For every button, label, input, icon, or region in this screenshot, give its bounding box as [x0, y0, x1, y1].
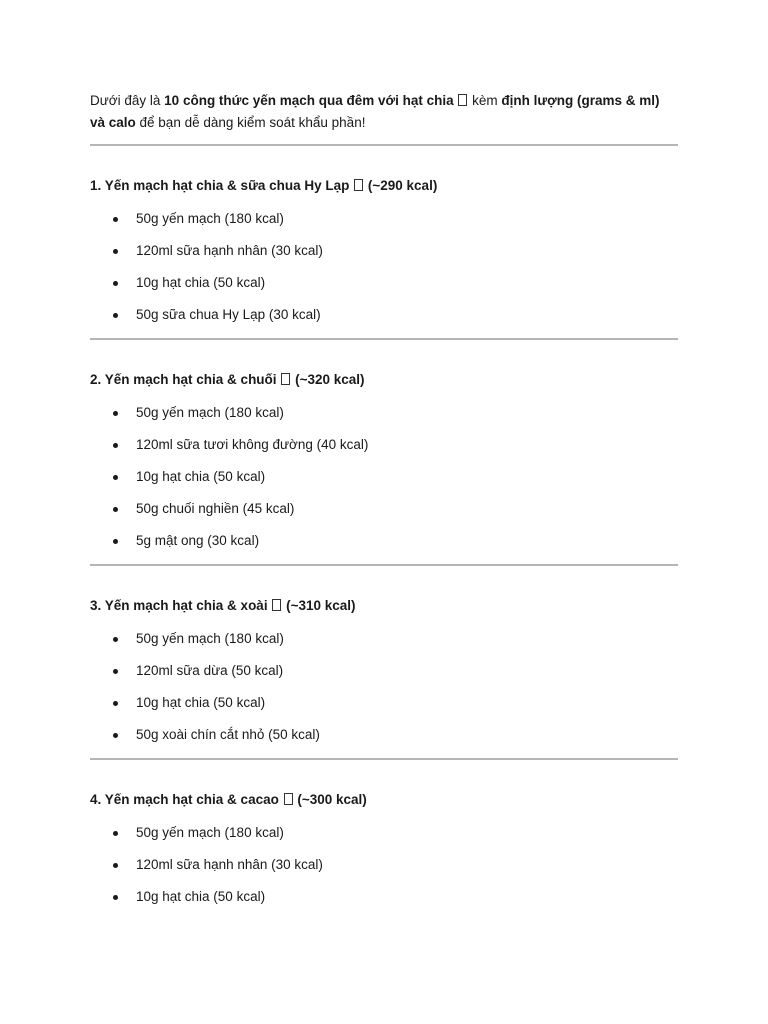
- bullet-icon: [113, 249, 118, 254]
- ingredient-text: 50g chuối nghiền (45 kcal): [136, 501, 295, 516]
- intro-text-1: Dưới đây là: [90, 93, 165, 108]
- ingredient-list: [90, 405, 678, 565]
- ingredient-list: [90, 631, 678, 759]
- ingredient-list: [90, 825, 678, 921]
- ingredient-item: [90, 501, 678, 533]
- bullet-icon: [113, 217, 118, 222]
- bullet-icon: [113, 475, 118, 480]
- ingredient-item: [90, 307, 678, 339]
- bullet-icon: [113, 411, 118, 416]
- recipe-title-kcal: (~310 kcal): [282, 598, 356, 613]
- recipe-title: [90, 372, 678, 388]
- bullet-icon: [113, 443, 118, 448]
- intro-text-2: kèm: [468, 93, 502, 108]
- ingredient-text: 50g xoài chín cắt nhỏ (50 kcal): [136, 727, 320, 742]
- document-page: [90, 90, 678, 921]
- intro-bold-1: 10 công thức yến mạch qua đêm với hạt chia: [164, 93, 454, 108]
- ingredient-text: 10g hạt chia (50 kcal): [136, 469, 266, 484]
- recipe-title-kcal: (~320 kcal): [291, 372, 365, 387]
- ingredient-item: [90, 243, 678, 275]
- recipe-list: [90, 144, 678, 921]
- missing-emoji-icon: [281, 373, 290, 385]
- missing-emoji-icon: [272, 599, 281, 611]
- recipe-title: [90, 792, 678, 808]
- bullet-icon: [113, 637, 118, 642]
- ingredient-item: [90, 469, 678, 501]
- ingredient-item: [90, 211, 678, 243]
- ingredient-item: [90, 405, 678, 437]
- ingredient-item: [90, 533, 678, 565]
- bullet-icon: [113, 831, 118, 836]
- recipe-title-text: 1. Yến mạch hạt chia & sữa chua Hy Lạp: [90, 178, 350, 193]
- intro-paragraph: [90, 90, 678, 134]
- recipe-title: [90, 598, 678, 614]
- ingredient-text: 120ml sữa hạnh nhân (30 kcal): [136, 243, 323, 258]
- ingredient-item: [90, 889, 678, 921]
- bullet-icon: [113, 701, 118, 706]
- ingredient-text: 5g mật ong (30 kcal): [136, 533, 260, 548]
- recipe-title-text: 2. Yến mạch hạt chia & chuối: [90, 372, 277, 387]
- section-divider: [90, 144, 678, 146]
- ingredient-list: [90, 211, 678, 339]
- ingredient-text: 50g yến mạch (180 kcal): [136, 405, 284, 420]
- ingredient-item: [90, 727, 678, 759]
- ingredient-text: 50g sữa chua Hy Lạp (30 kcal): [136, 307, 321, 322]
- ingredient-item: [90, 695, 678, 727]
- bullet-icon: [113, 669, 118, 674]
- ingredient-text: 50g yến mạch (180 kcal): [136, 825, 284, 840]
- ingredient-text: 10g hạt chia (50 kcal): [136, 695, 266, 710]
- bullet-icon: [113, 313, 118, 318]
- ingredient-text: 120ml sữa hạnh nhân (30 kcal): [136, 857, 323, 872]
- ingredient-text: 120ml sữa dừa (50 kcal): [136, 663, 284, 678]
- bullet-icon: [113, 507, 118, 512]
- recipe-title: [90, 178, 678, 194]
- intro-bold-2: định lượng (grams & ml) và calo: [90, 93, 660, 130]
- ingredient-item: [90, 631, 678, 663]
- bullet-icon: [113, 863, 118, 868]
- ingredient-text: 10g hạt chia (50 kcal): [136, 275, 266, 290]
- recipe-title-kcal: (~290 kcal): [364, 178, 438, 193]
- ingredient-item: [90, 663, 678, 695]
- intro-text-3: để bạn dễ dàng kiểm soát khẩu phần!: [135, 115, 366, 130]
- ingredient-text: 10g hạt chia (50 kcal): [136, 889, 266, 904]
- ingredient-text: 50g yến mạch (180 kcal): [136, 211, 284, 226]
- ingredient-item: [90, 275, 678, 307]
- recipe-title-text: 3. Yến mạch hạt chia & xoài: [90, 598, 268, 613]
- ingredient-text: 50g yến mạch (180 kcal): [136, 631, 284, 646]
- missing-emoji-icon: [284, 793, 293, 805]
- bullet-icon: [113, 733, 118, 738]
- ingredient-item: [90, 857, 678, 889]
- ingredient-text: 120ml sữa tươi không đường (40 kcal): [136, 437, 369, 452]
- bullet-icon: [113, 539, 118, 544]
- ingredient-item: [90, 825, 678, 857]
- missing-emoji-icon: [458, 94, 467, 106]
- missing-emoji-icon: [354, 179, 363, 191]
- recipe-title-text: 4. Yến mạch hạt chia & cacao: [90, 792, 279, 807]
- recipe-title-kcal: (~300 kcal): [293, 792, 367, 807]
- bullet-icon: [113, 895, 118, 900]
- ingredient-item: [90, 437, 678, 469]
- bullet-icon: [113, 281, 118, 286]
